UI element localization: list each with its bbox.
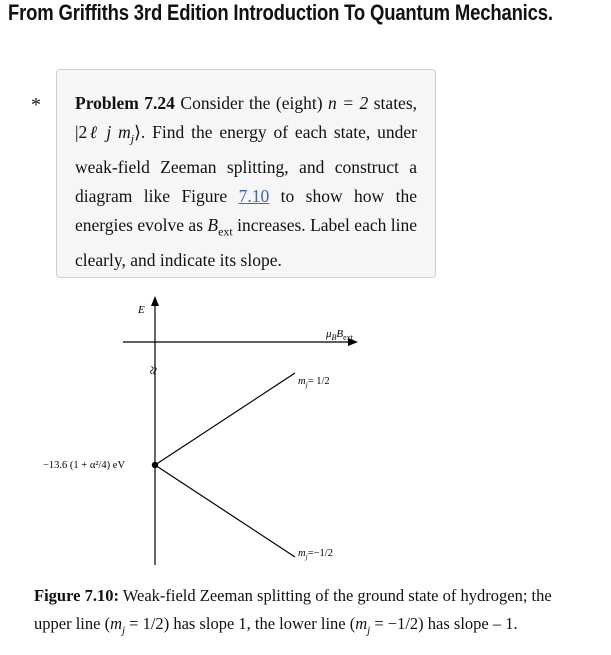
- upper-line-label: $m_j= 1/2$: [298, 376, 330, 389]
- lower-line-label: $m_j=-1/2$: [298, 548, 333, 561]
- page-header: From Griffiths 3rd Edition Introduction To Quantum Mechanics.: [8, 0, 553, 25]
- figure-caption: Figure 7.10: Weak-field Zeeman splitting of the ground state of hydrogen; the upper line $(m_j = 1/2)$ has slope 1, the lower line $(m_j = -1/2)$ has slope – 1.: [34, 586, 552, 637]
- problem-label: Problem 7.24: [75, 93, 175, 113]
- zeeman-figure: [40, 293, 370, 570]
- figure-link[interactable]: 7.10: [238, 185, 270, 206]
- n-equals: n = 2: [328, 93, 369, 113]
- zeeman-diagram: [40, 293, 370, 565]
- axis-break-symbol: ≈: [145, 364, 164, 377]
- x-axis-label: $\mu_BB_{ext}$: [326, 328, 353, 342]
- upper-line-mj-plus-half: [155, 373, 295, 465]
- bext-symbol: B: [207, 214, 219, 235]
- y-axis-arrow: [151, 296, 159, 306]
- lower-line-mj-minus-half: [155, 465, 295, 557]
- y-axis-label: E: [138, 304, 145, 316]
- problem-text: Problem 7.24 Consider the (eight) n = 2 states, |2ℓ j $m_j⟩$. Find the energy of each state, under weak-field Zeeman splitting, and construct a diagram like Figure 7.10 to show how the energies evolve as $B_{ext}$ increases. Label each line clearly, and indicate its slope.: [75, 93, 418, 270]
- caption-label: Figure 7.10:: [34, 586, 119, 605]
- ground-energy-label: −13.6 (1 + α²/4) eV: [43, 460, 126, 471]
- ground-state-point: [152, 462, 158, 468]
- starred-marker: *: [31, 94, 41, 116]
